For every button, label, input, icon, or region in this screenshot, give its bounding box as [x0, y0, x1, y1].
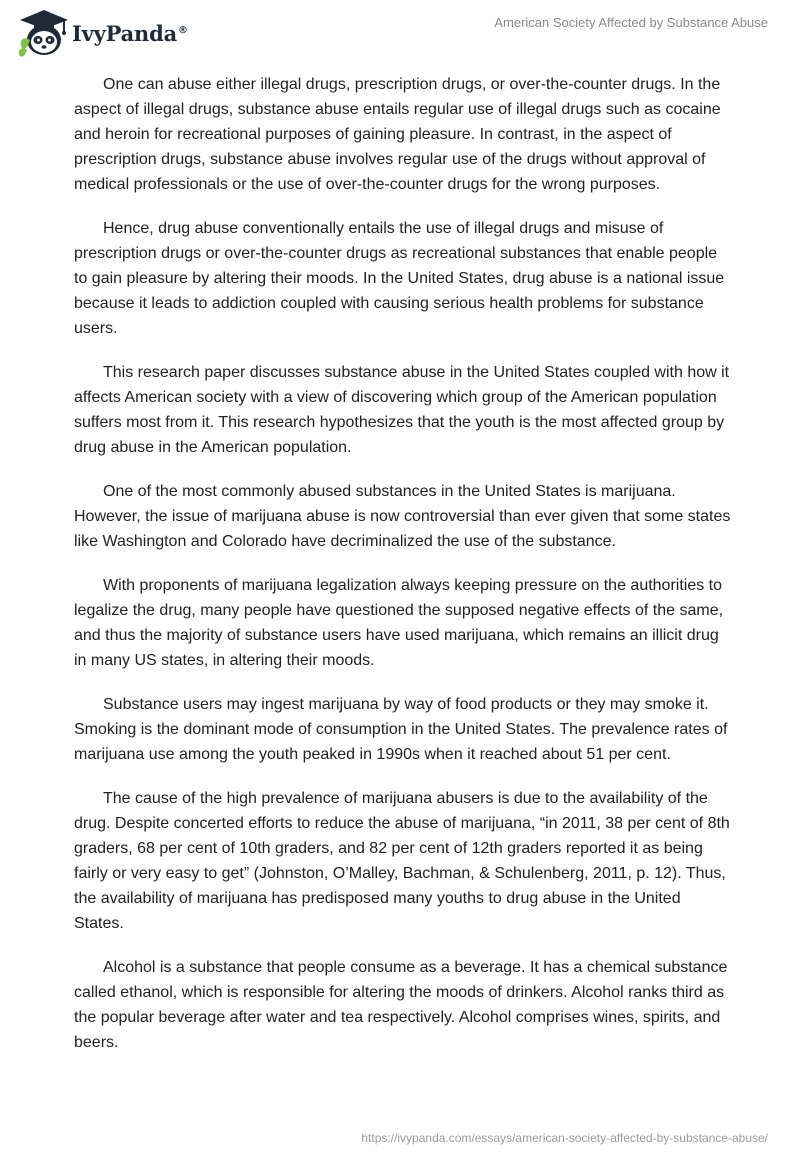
paragraph-5: With proponents of marijuana legalization always keeping pressure on the authorities to legalize the drug, many people have questioned the supposed negative effects of the same, and thus the majority of substance users have used marijuana, which remains an illicit drug in many US states, in altering their moods. [74, 577, 724, 669]
paragraph-6: Substance users may ingest marijuana by way of food products or they may smoke it. Smoking is the dominant mode of consumption in the United States. The prevalence rates of marijuana use among the youth peaked in 1990s when it reached about 51 per cent. [74, 696, 728, 763]
source-url[interactable]: https://ivypanda.com/essays/american-society-affected-by-substance-abuse/ [361, 1131, 768, 1145]
paragraph-7: The cause of the high prevalence of marijuana abusers is due to the availability of the drug. Despite concerted efforts to reduce the abuse of marijuana, “in 2011, 38 per cent of 8th graders, 68 per cent of 10th graders, and 82 per cent of 12th graders reported it as being fairly or very easy to get” (Johnston, O’Malley, Bachman, & Schulenberg, 2011, p. 12). Thus, the availability of marijuana has predisposed many youths to drug abuse in the United States. [74, 790, 730, 932]
paragraph-4: One of the most commonly abused substances in the United States is marijuana. However, the issue of marijuana abuse is now controversial than ever given that some states like Washington and Colorado have decriminalized the use of the substance. [74, 483, 731, 550]
paragraph-2: Hence, drug abuse conventionally entails the use of illegal drugs and misuse of prescription drugs or over-the-counter drugs as recreational substances that enable people to gain pleasure by altering their moods. In the United States, drug abuse is a national issue because it leads to addiction coupled with causing serious health problems for substance users. [74, 220, 725, 337]
registered-mark: ® [178, 24, 188, 36]
paragraph-1: One can abuse either illegal drugs, prescription drugs, or over-the-counter drugs. In the aspect of illegal drugs, substance abuse entails regular use of illegal drugs such as cocaine and heroin for recreational purposes of gaining pleasure. In contrast, in the aspect of prescription drugs, substance abuse involves regular use of the drugs without approval of medical professionals or the use of over-the-counter drugs for the wrong purposes. [74, 76, 721, 193]
page-header [0, 0, 800, 60]
paragraph-3: This research paper discusses substance abuse in the United States coupled with how it affects American society with a view of discovering which group of the American population suffers most from it. This research hypothesizes that the youth is the most affected group by drug abuse in the American population. [74, 364, 730, 456]
essay-body [74, 72, 734, 1074]
paragraph-8: Alcohol is a substance that people consume as a beverage. It has a chemical substance called ethanol, which is responsible for altering the moods of drinkers. Alcohol ranks third as the popular beverage after water and tea respectively. Alcohol comprises wines, spirits, and beers. [74, 959, 728, 1051]
document-title: American Society Affected by Substance Abuse [494, 15, 768, 30]
brand-name: IvyPanda® [72, 20, 188, 46]
panda-graduate-icon [14, 6, 70, 60]
ivypanda-logo[interactable] [14, 6, 188, 60]
